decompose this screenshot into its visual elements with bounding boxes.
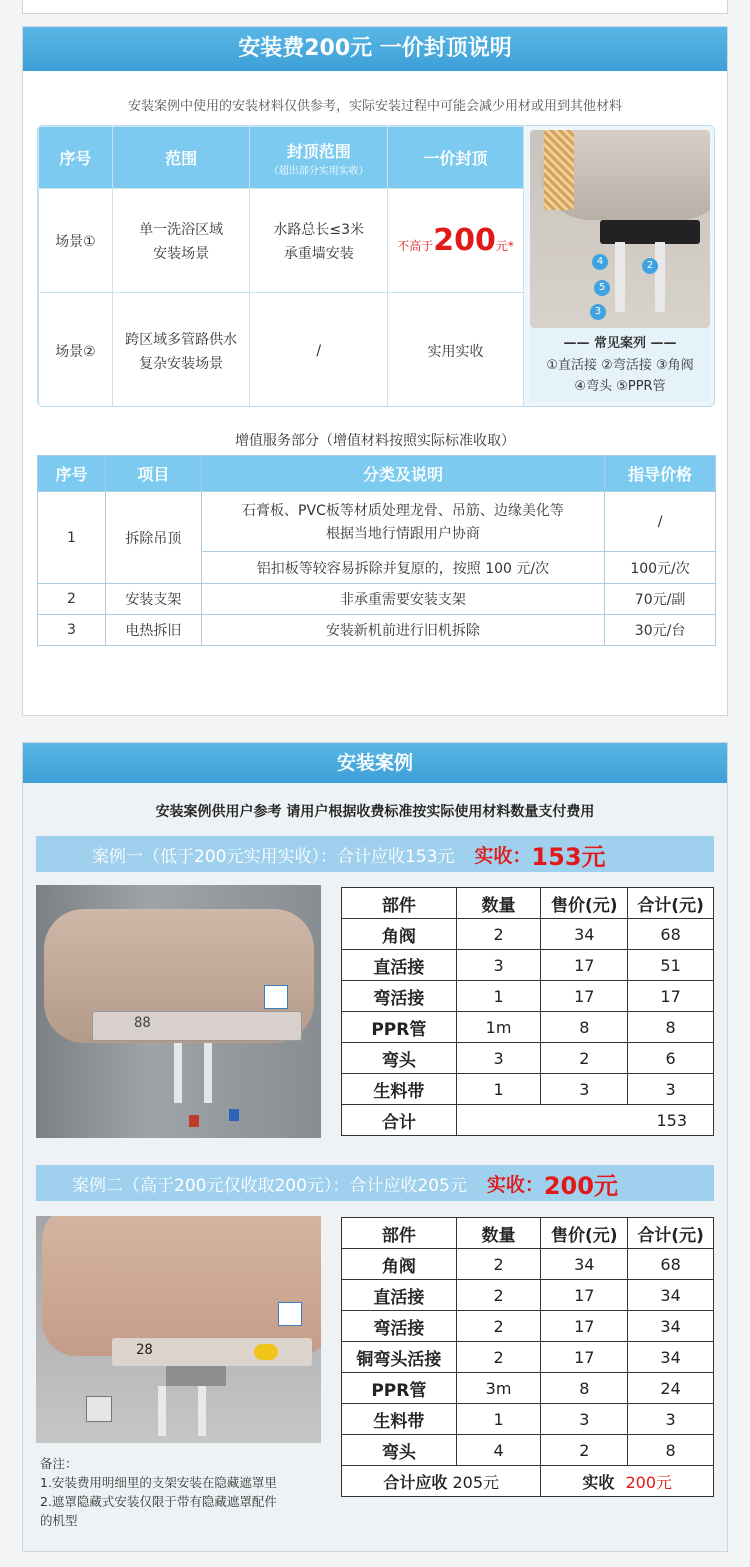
fee-col-cap-label: 封顶范围 — [286, 141, 351, 161]
va-row-1a — [38, 492, 716, 552]
fee-row-cap: / — [250, 293, 388, 408]
unit-price: 3 — [541, 1404, 628, 1435]
va-row-desc — [201, 492, 604, 552]
price-value: 200 — [433, 223, 496, 258]
unit-price: 2 — [541, 1435, 628, 1466]
case1-row — [342, 1043, 714, 1074]
subtotal: 34 — [628, 1342, 714, 1373]
subtotal: 68 — [628, 1249, 714, 1280]
part-name: 弯活接 — [342, 1311, 457, 1342]
unit-price: 3 — [541, 1074, 628, 1105]
unit-price: 8 — [541, 1012, 628, 1043]
part-name: 弯头 — [342, 1043, 457, 1074]
case1-row — [342, 1012, 714, 1043]
case2-total-label: 合计应收 — [383, 1472, 448, 1492]
part-name: 生料带 — [342, 1074, 457, 1105]
part-name: 铜弯头活接 — [342, 1342, 457, 1373]
valve-red — [189, 1115, 199, 1127]
case1-table — [341, 887, 714, 1136]
qty: 4 — [456, 1435, 541, 1466]
case2-actual-label: 实收： — [486, 1173, 544, 1196]
va-row-3 — [38, 615, 716, 646]
case1-row — [342, 981, 714, 1012]
va-row-desc: 非承重需要安装支架 — [201, 584, 604, 615]
part-name: 角阀 — [342, 1249, 457, 1280]
va-row-price: 100元/次 — [605, 552, 716, 584]
part-name: 弯头 — [342, 1435, 457, 1466]
case1-row — [342, 919, 714, 950]
subtotal: 3 — [628, 1404, 714, 1435]
pipe — [615, 242, 625, 312]
common-cases-box — [530, 328, 710, 402]
case2-heater-photo — [36, 1216, 321, 1443]
fee-row-no: 场景① — [39, 189, 113, 293]
va-row-no: 1 — [38, 492, 106, 584]
unit-price: 17 — [541, 981, 628, 1012]
scope-line-1: 跨区域多管路供水 — [125, 331, 238, 348]
notes-line-1: 1.安装费用明细里的支架安装在隐藏遮罩里 — [40, 1475, 277, 1490]
pipe — [174, 1043, 182, 1103]
case2-row — [342, 1249, 714, 1280]
valve-blue — [229, 1109, 239, 1121]
top-strip — [22, 0, 728, 14]
case2-row — [342, 1280, 714, 1311]
case2-col-qty: 数量 — [456, 1218, 541, 1249]
va-col-price: 指导价格 — [605, 456, 716, 492]
case1-col-total: 合计(元) — [628, 888, 714, 919]
heater-install-photo — [530, 130, 710, 328]
part-name: 角阀 — [342, 919, 457, 950]
fee-row-1 — [39, 189, 524, 293]
part-name: 直活接 — [342, 950, 457, 981]
fee-row-scope — [112, 189, 250, 293]
unit-price: 8 — [541, 1373, 628, 1404]
subtotal: 6 — [628, 1043, 714, 1074]
pipe — [158, 1386, 166, 1436]
subtotal: 8 — [628, 1435, 714, 1466]
scope-line-2: 安装场景 — [153, 245, 210, 262]
fee-table — [38, 126, 524, 407]
case2-col-price: 售价(元) — [541, 1218, 628, 1249]
qty: 3 — [456, 1043, 541, 1074]
va-row-desc: 安装新机前进行旧机拆除 — [201, 615, 604, 646]
va-row-item: 拆除吊顶 — [105, 492, 201, 584]
subtotal: 24 — [628, 1373, 714, 1404]
part-name: 直活接 — [342, 1280, 457, 1311]
case2-actual-label2: 实收 — [582, 1472, 615, 1492]
value-added-title: 增值服务部分（增值材料按照实际标准收取） — [235, 433, 515, 449]
case2-row — [342, 1342, 714, 1373]
fee-row-scope — [112, 293, 250, 408]
scope-line-1: 单一洗浴区域 — [139, 221, 224, 238]
subtotal: 51 — [628, 950, 714, 981]
marker-badge: 4 — [592, 254, 608, 270]
case2-banner-text: 案例二（高于200元仅收取200元）：合计应收205元 — [72, 1175, 467, 1196]
notes-title: 备注： — [40, 1456, 78, 1471]
heater-control-panel — [92, 1011, 302, 1041]
heater-panel — [600, 220, 700, 244]
case2-actual — [541, 1466, 714, 1497]
unit-price: 17 — [541, 1342, 628, 1373]
va-row-desc: 铝扣板等较容易拆除并复原的，按照 100 元/次 — [201, 552, 604, 584]
marker-badge: 3 — [590, 304, 606, 320]
case2-total-row — [342, 1466, 714, 1497]
pipe — [204, 1043, 212, 1103]
unit-price: 17 — [541, 1280, 628, 1311]
case1-total-row — [342, 1105, 714, 1136]
cap-line-1: 水路总长≤3米 — [273, 221, 365, 238]
fee-col-price: 一价封顶 — [388, 127, 524, 189]
qty: 3m — [456, 1373, 541, 1404]
fee-col-cap-note: （超出部分实用实收） — [268, 165, 369, 177]
qty: 1 — [456, 1074, 541, 1105]
unit-price: 34 — [541, 1249, 628, 1280]
case2-row — [342, 1435, 714, 1466]
common-cases-line-1: ①直活接 ②弯活接 ③角阀 — [546, 358, 694, 373]
scope-line-2: 复杂安装场景 — [139, 355, 224, 372]
qty: 1m — [456, 1012, 541, 1043]
install-fee-panel — [22, 26, 728, 716]
price-prefix: 不高于 — [397, 239, 434, 253]
case1-actual-value: 153元 — [531, 842, 606, 871]
cap-line-2: 承重墙安装 — [283, 245, 354, 262]
va-row-item: 安装支架 — [105, 584, 201, 615]
install-fee-subtitle: 安装案例中使用的安装材料仅供参考，实际安装过程中可能会减少用材或用到其他材料 — [127, 99, 622, 114]
case2-col-part: 部件 — [342, 1218, 457, 1249]
power-button — [254, 1344, 278, 1360]
qty: 2 — [456, 1311, 541, 1342]
va-desc-line-2: 根据当地行情跟用户协商 — [325, 526, 480, 542]
case2-actual-value: 200元 — [543, 1171, 618, 1200]
unit-price: 34 — [541, 919, 628, 950]
fee-row-no: 场景② — [39, 293, 113, 408]
case1-heater-photo — [36, 885, 321, 1138]
case2-col-total: 合计(元) — [628, 1218, 714, 1249]
bracket-shroud — [166, 1366, 226, 1386]
case1-col-part: 部件 — [342, 888, 457, 919]
notes — [40, 1454, 330, 1530]
case2-row — [342, 1373, 714, 1404]
qty: 2 — [456, 919, 541, 950]
case1-banner — [36, 836, 714, 872]
wall-socket — [86, 1396, 112, 1422]
part-name: PPR管 — [342, 1373, 457, 1404]
price-suffix: 元* — [495, 239, 514, 253]
fee-col-no: 序号 — [39, 127, 113, 189]
heater-display: 28 — [136, 1342, 153, 1358]
fee-row-2 — [39, 293, 524, 408]
unit-price: 17 — [541, 1311, 628, 1342]
fee-row-price: 实用实收 — [388, 293, 524, 408]
common-cases-title: —— 常见案列 —— — [563, 336, 677, 351]
qty: 3 — [456, 950, 541, 981]
va-col-item: 项目 — [105, 456, 201, 492]
va-row-price: 30元/台 — [605, 615, 716, 646]
heater-display: 88 — [134, 1015, 151, 1031]
value-added-table — [37, 455, 716, 646]
part-name: 生料带 — [342, 1404, 457, 1435]
qty: 2 — [456, 1249, 541, 1280]
va-col-desc: 分类及说明 — [201, 456, 604, 492]
case2-row — [342, 1404, 714, 1435]
marker-badge: 5 — [594, 280, 610, 296]
qty: 2 — [456, 1342, 541, 1373]
case1-banner-text: 案例一（低于200元实用实收）：合计应收153元 — [92, 846, 455, 867]
va-row-price: / — [605, 492, 716, 552]
part-name: 弯活接 — [342, 981, 457, 1012]
install-cases-subtitle: 安装案例供用户参考 请用户根据收费标准按实际使用材料数量支付费用 — [155, 804, 595, 820]
unit-price: 2 — [541, 1043, 628, 1074]
notes-line-3: 的机型 — [40, 1513, 78, 1528]
case2-row — [342, 1311, 714, 1342]
case2-table — [341, 1217, 714, 1497]
install-cases-title: 安装案例 — [23, 743, 727, 783]
va-row-item: 电热拆旧 — [105, 615, 201, 646]
notes-line-2: 2.遮罩隐藏式安装仅限于带有隐藏遮罩配件 — [40, 1494, 277, 1509]
case2-actual-value2: 200元 — [625, 1472, 673, 1492]
install-fee-title: 安装费200元 一价封顶说明 — [23, 27, 727, 71]
case1-col-qty: 数量 — [456, 888, 541, 919]
case1-total-label: 合计 — [342, 1105, 457, 1136]
qty: 1 — [456, 981, 541, 1012]
pipe — [655, 242, 665, 312]
marker-badge: 2 — [642, 258, 658, 274]
qty: 1 — [456, 1404, 541, 1435]
part-name: PPR管 — [342, 1012, 457, 1043]
fee-table-wrap — [37, 125, 715, 407]
unit-price: 17 — [541, 950, 628, 981]
subtotal: 34 — [628, 1311, 714, 1342]
va-row-no: 3 — [38, 615, 106, 646]
energy-label — [278, 1302, 302, 1326]
case2-total-value: 205元 — [452, 1472, 500, 1492]
case1-row — [342, 1074, 714, 1105]
va-row-price: 70元/副 — [605, 584, 716, 615]
heater-body — [42, 1216, 321, 1356]
va-desc-line-1: 石膏板、PVC板等材质处理龙骨、吊筋、边缘美化等 — [242, 503, 564, 519]
fee-row-cap — [250, 189, 388, 293]
fee-row-price — [388, 189, 524, 293]
qty: 2 — [456, 1280, 541, 1311]
case1-row — [342, 950, 714, 981]
case1-total-value: 153 — [456, 1105, 713, 1136]
subtotal: 68 — [628, 919, 714, 950]
va-row-no: 2 — [38, 584, 106, 615]
subtotal: 34 — [628, 1280, 714, 1311]
subtotal: 8 — [628, 1012, 714, 1043]
subtotal: 3 — [628, 1074, 714, 1105]
fee-col-scope: 范围 — [112, 127, 250, 189]
heater-vent — [544, 130, 574, 210]
va-col-no: 序号 — [38, 456, 106, 492]
case1-col-price: 售价(元) — [541, 888, 628, 919]
case1-actual-label: 实收： — [474, 844, 532, 867]
common-cases-line-2: ④弯头 ⑤PPR管 — [574, 379, 666, 394]
case2-total — [342, 1466, 541, 1497]
subtotal: 17 — [628, 981, 714, 1012]
energy-label — [264, 985, 288, 1009]
va-row-2 — [38, 584, 716, 615]
case2-banner — [36, 1165, 714, 1201]
pipe — [198, 1386, 206, 1436]
fee-col-cap — [250, 127, 388, 189]
